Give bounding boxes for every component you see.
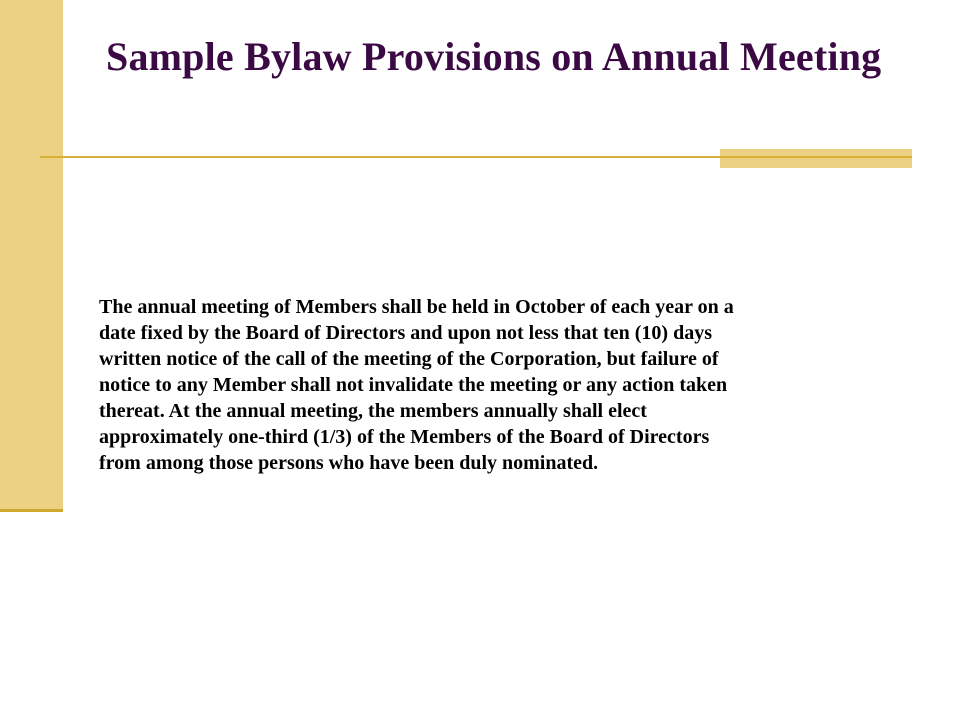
title-underline-rule	[40, 156, 912, 158]
title-rule-accent-block	[720, 149, 912, 168]
left-accent-bar	[0, 0, 63, 512]
bylaw-provision-text: The annual meeting of Members shall be held in October of each year on a date fixed by the Board of Directors and upon not less that ten (10) days written notice of the call of the meeting of the Corporation, but failure of notice to any Member shall not invalidate the meeting or any action taken thereat. At the annual meeting, the members annually shall elect approximately one-third (1/3) of the Members of the Board of Directors from among those persons who have been duly nominated.	[99, 296, 734, 474]
slide-title: Sample Bylaw Provisions on Annual Meeting	[106, 34, 882, 79]
